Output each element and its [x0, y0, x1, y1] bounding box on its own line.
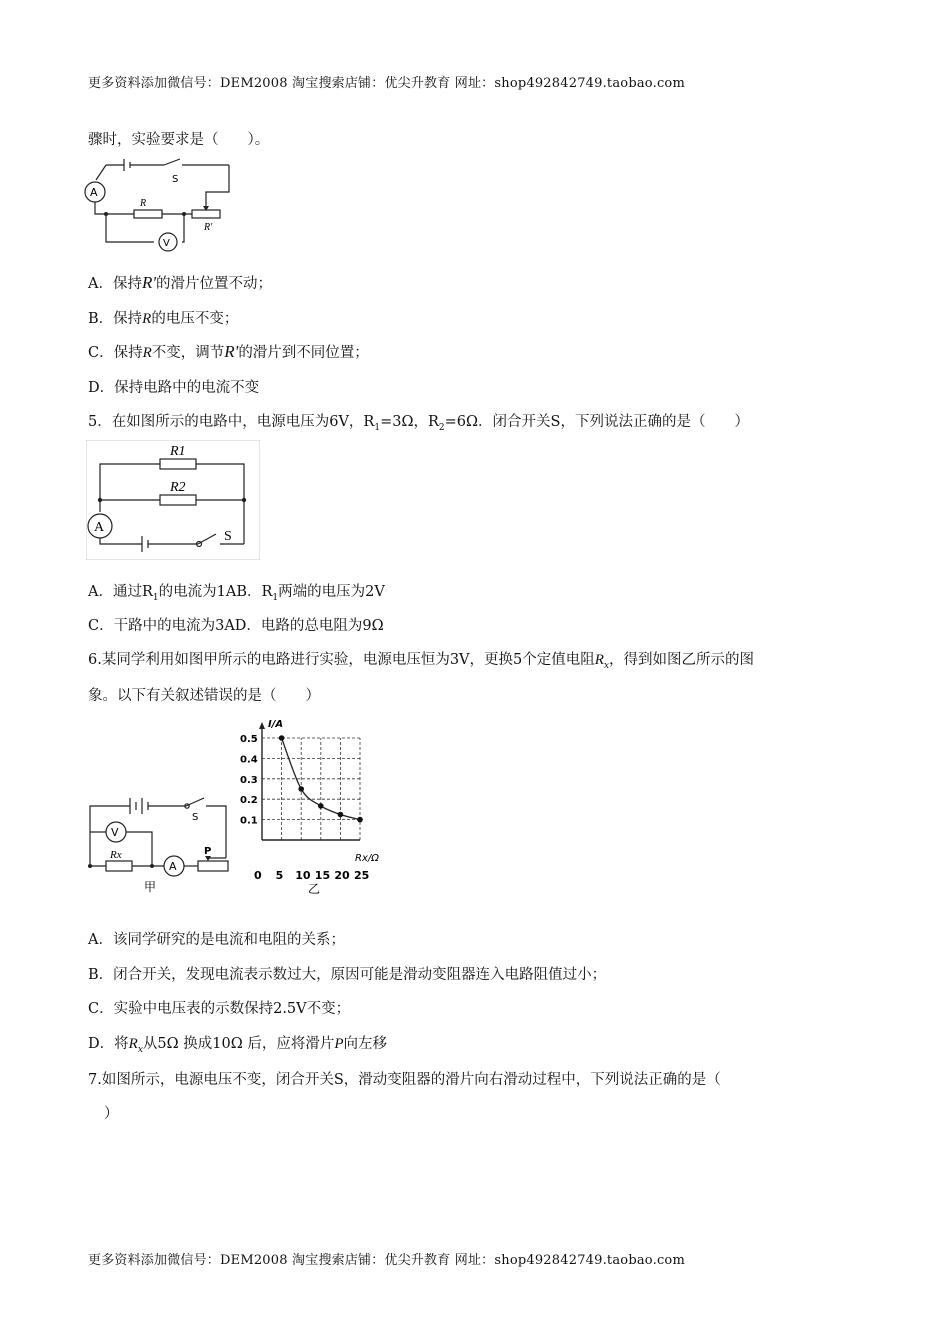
page-footer: 更多资料添加微信号：DEM2008 淘宝搜索店铺：优尖升教育 网址：shop492842749.taobao.com	[88, 1253, 685, 1268]
x-tick-label: 15	[314, 869, 331, 882]
q6-circuit-jia	[86, 792, 236, 896]
x-tick-label: 25	[354, 869, 370, 882]
q5-circuit-figure	[86, 440, 260, 560]
q4-circuit-figure	[84, 156, 244, 252]
data-point-5	[279, 735, 285, 741]
switch-label: S	[224, 529, 232, 544]
x-tick-label: 10	[295, 869, 311, 882]
q6-option-d: D．将$R_x$从5Ω 换成10Ω 后，应将滑片P向左移	[88, 1036, 387, 1055]
rheostat	[198, 861, 228, 871]
q7-stem-line1: 7.如图所示，电源电压不变，闭合开关S，滑动变阻器的滑片向右滑动过程中，下列说法正确的是（	[88, 1072, 721, 1088]
voltmeter-label: V	[163, 238, 170, 249]
data-point-15	[318, 803, 324, 809]
switch-label: S	[172, 174, 179, 185]
q6-chart-yi	[238, 718, 398, 896]
q4-option-c: C．保持R不变，调节R'的滑片到不同位置；	[88, 342, 369, 361]
resistor-r1	[160, 459, 196, 469]
q7-stem-line2: ）	[104, 1106, 119, 1122]
r1-label: R1	[170, 444, 186, 459]
r2-label: R2	[170, 480, 186, 495]
ammeter-label: A	[90, 186, 98, 199]
resistor-r	[134, 210, 162, 218]
resistor-label: Rx	[110, 849, 122, 861]
ammeter-label: A	[94, 520, 105, 535]
rheostat-r-prime	[192, 210, 220, 218]
switch-label: S	[192, 812, 199, 823]
x-tick-label: 20	[334, 869, 350, 882]
resistor-rx	[106, 861, 132, 871]
q5-stem: 5．在如图所示的电路中，电源电压为6V，$R_1=3\Omega$，$R_2=6\Omega$．闭合开关S，下列说法正确的是（ ）	[88, 414, 749, 433]
caption-jia: 甲	[144, 880, 157, 894]
resistor-label: R	[140, 198, 147, 209]
q5-options-line2: C．干路中的电流为3AD．电路的总电阻为9Ω	[88, 618, 384, 634]
y-tick-label: 0.5	[240, 734, 258, 745]
q6-option-c: C．实验中电压表的示数保持2.5V不变；	[88, 1001, 351, 1017]
y-axis-arrow	[259, 722, 265, 729]
page-header: 更多资料添加微信号：DEM2008 淘宝搜索店铺：优尖升教育 网址：shop492842749.taobao.com	[88, 76, 685, 91]
slider-label: P	[204, 846, 212, 857]
caption-yi: 乙	[308, 882, 321, 896]
x-tick-label: 5	[275, 869, 284, 882]
ammeter-label: A	[169, 860, 177, 873]
q4-option-a: A．保持R'的滑片位置不动；	[88, 273, 273, 292]
q5-options-line1: A．通过$R_1$的电流为1AB．$R_1$两端的电压为2V	[88, 584, 385, 603]
y-tick-label: 0.3	[240, 774, 258, 786]
rheostat-label: R'	[204, 222, 213, 233]
q4-option-b: B．保持R的电压不变；	[88, 311, 239, 327]
data-point-10	[298, 786, 304, 792]
origin-label: 0	[254, 869, 262, 882]
y-tick-label: 0.4	[240, 754, 258, 766]
q4-stem-tail: 骤时，实验要求是（ ）。	[88, 132, 270, 148]
switch-blade	[164, 159, 180, 165]
q6-option-a: A．该同学研究的是电流和电阻的关系；	[88, 932, 345, 948]
x-axis-label: Rx/Ω	[355, 853, 379, 864]
q6-stem-line1: 6.某同学利用如图甲所示的电路进行实验，电源电压恒为3V，更换5个定值电阻$R_x$，得到如图乙所示的图	[88, 652, 755, 671]
q4-option-d: D．保持电路中的电流不变	[88, 380, 260, 396]
y-axis-label: I/A	[268, 719, 284, 730]
q6-stem-line2: 象。以下有关叙述错误的是（ ）	[88, 688, 320, 704]
data-point-20	[338, 812, 344, 818]
q6-option-b: B．闭合开关，发现电流表示数过大，原因可能是滑动变阻器连入电路阻值过小；	[88, 967, 607, 983]
y-tick-label: 0.2	[240, 795, 258, 807]
y-tick-label: 0.1	[240, 815, 258, 827]
resistor-r2	[160, 495, 196, 505]
data-point-25	[357, 817, 363, 823]
voltmeter-label: V	[111, 826, 119, 839]
